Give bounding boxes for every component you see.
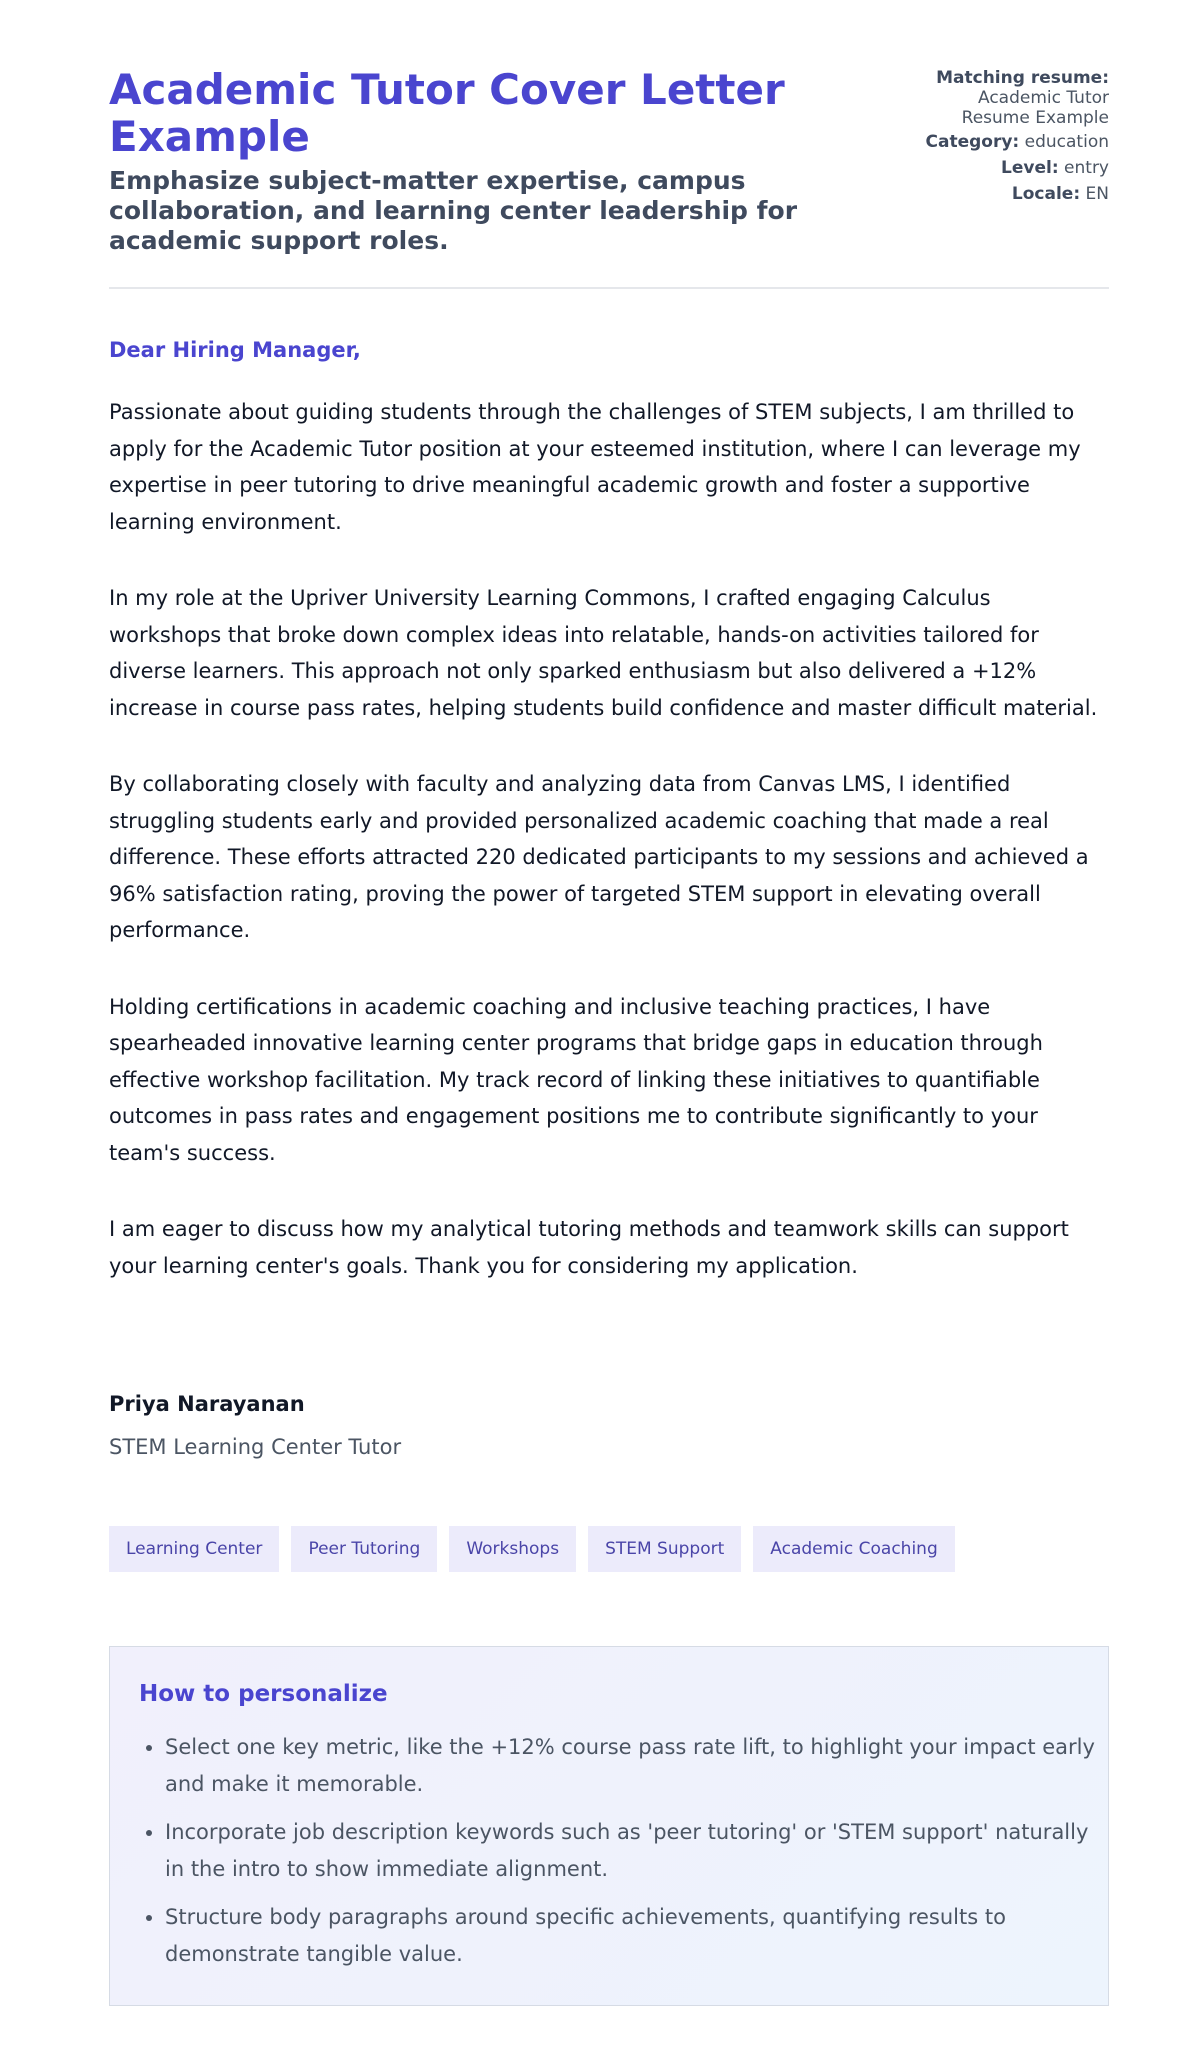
tips-item: • Structure body paragraphs around specific achievements, quantifying results to demonstrate tangible value. [165, 1899, 1105, 1972]
tips-item: • Incorporate job description keywords such as 'peer tutoring' or 'STEM support' naturally in the intro to show immediate alignment. [165, 1814, 1105, 1887]
meta-matching-resume [849, 68, 1109, 128]
tag-chip[interactable]: Workshops [449, 1526, 576, 1572]
page-title: Academic Tutor Cover Letter Example [109, 65, 785, 161]
meta-category-label: Category: [925, 132, 1020, 152]
meta-locale-value: EN [1085, 184, 1109, 204]
letter-body [109, 394, 1109, 1324]
tips-heading: How to personalize [139, 1681, 388, 1707]
tag-chip[interactable]: Academic Coaching [753, 1526, 954, 1572]
letter-paragraph: By collaborating closely with faculty and analyzing data from Canvas LMS, I identified struggling students early and provided personalized academic coaching that made a real difference. These efforts attracted 220 dedicated participants to my sessions and achieved a 96% satisfaction rating, proving the power of targeted STEM support in elevating overall performance. [109, 772, 1089, 942]
tips-item: • Select one key metric, like the +12% course pass rate lift, to highlight your impact early and make it memorable. [165, 1729, 1105, 1802]
meta-level [849, 158, 1109, 178]
meta-matching-resume-label: Matching resume: [936, 68, 1109, 88]
letter-paragraph: Passionate about guiding students through the challenges of STEM subjects, I am thrilled to apply for the Academic Tutor position at your esteemed institution, where I can leverage my expertise in peer tutoring to drive meaningful academic growth and foster a supportive learning environment. [109, 400, 1081, 534]
tips-list [139, 1729, 1105, 1984]
meta-level-value: entry [1064, 158, 1109, 178]
header-divider [109, 287, 1109, 289]
signer-name: Priya Narayanan [109, 1392, 305, 1416]
letter-paragraph: Holding certifications in academic coaching and inclusive teaching practices, I have spearheaded innovative learning center programs that bridge gaps in education through effective workshop facilitation. My track record of linking these initiatives to quantifiable outcomes in pass rates and engagement positions me to contribute significantly to your team's success. [109, 994, 1043, 1165]
letter-greeting: Dear Hiring Manager, [109, 338, 361, 362]
tag-list [109, 1526, 955, 1572]
meta-matching-resume-link[interactable]: Academic Tutor Resume Example [961, 88, 1109, 128]
meta-level-label: Level: [1001, 158, 1059, 178]
page-subtitle: Emphasize subject-matter expertise, campus collaboration, and learning center leadership for academic support roles. [109, 166, 798, 255]
meta-locale [849, 184, 1109, 204]
meta-panel [849, 68, 1109, 210]
page-header [109, 66, 1109, 256]
tag-chip[interactable]: STEM Support [588, 1526, 741, 1572]
personalize-tips-box [109, 1646, 1109, 2006]
meta-category [849, 132, 1109, 152]
tag-chip[interactable]: Learning Center [109, 1526, 279, 1572]
meta-category-value: education [1024, 132, 1109, 152]
letter-paragraph: I am eager to discuss how my analytical tutoring methods and teamwork skills can support your learning center's goals. Thank you for considering my application. [109, 1217, 1069, 1278]
letter-paragraph: In my role at the Upriver University Learning Commons, I crafted engaging Calculus workshops that broke down complex ideas into relatable, hands-on activities tailored for diverse learners. This approach not only sparked enthusiasm but also delivered a +12% increase in course pass rates, helping students build confidence and master difficult material. [109, 586, 1098, 720]
signer-role: STEM Learning Center Tutor [109, 1435, 402, 1459]
meta-locale-label: Locale: [1011, 184, 1081, 204]
tag-chip[interactable]: Peer Tutoring [291, 1526, 437, 1572]
